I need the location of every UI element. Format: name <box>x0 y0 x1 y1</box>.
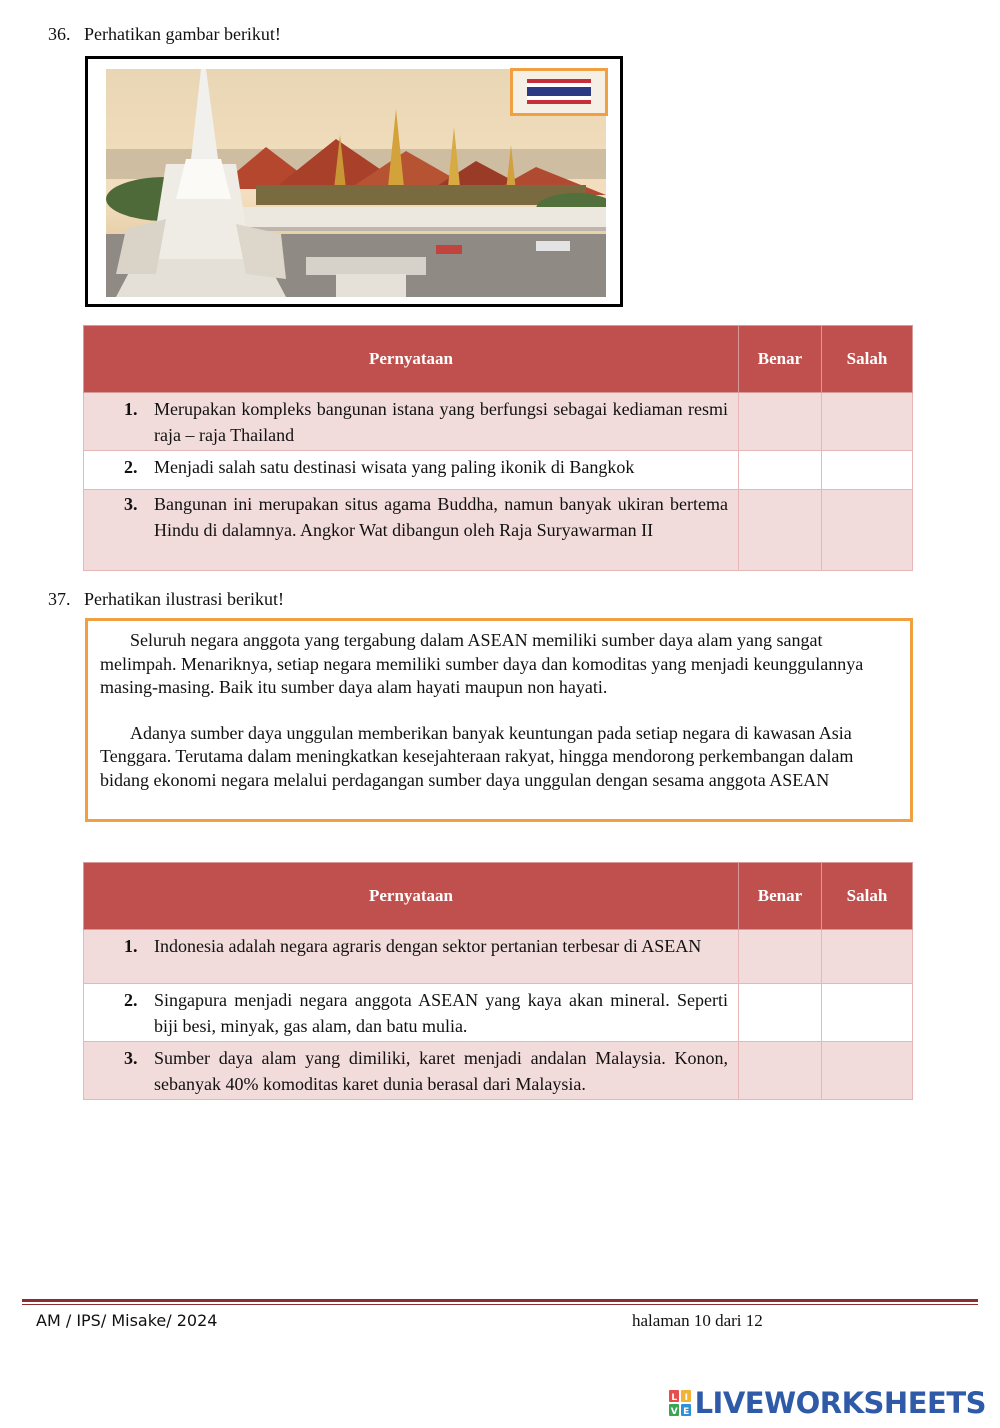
table-row <box>84 930 913 984</box>
statement-number: 1. <box>124 399 138 419</box>
question-text: Perhatikan gambar berikut! <box>84 24 281 44</box>
benar-answer-cell[interactable] <box>739 1042 822 1100</box>
statement-cell <box>84 930 739 984</box>
table-row <box>84 490 913 571</box>
illustration-text-box <box>85 618 913 822</box>
header-pernyataan: Pernyataan <box>84 326 739 393</box>
footer-page-number: halaman 10 dari 12 <box>632 1311 763 1330</box>
liveworksheets-logo-icon <box>669 1390 691 1416</box>
question-number: 37. <box>48 589 71 609</box>
salah-answer-cell[interactable] <box>822 1042 913 1100</box>
header-pernyataan: Pernyataan <box>84 863 739 930</box>
paragraph-text: Adanya sumber daya unggulan memberikan banyak keuntungan pada setiap negara di kawasan Asia Tenggara. Terutama dalam meningkatkan kesejahteraan rakyat, hingga mendorong perkembangan dalam bidang ekonomi negara melalui perdagangan sumber daya unggulan dengan sesama anggota ASEAN <box>100 722 854 790</box>
svg-text:V: V <box>670 1407 677 1416</box>
salah-answer-cell[interactable] <box>822 393 913 451</box>
statement-cell <box>84 393 739 451</box>
statement-number: 2. <box>124 457 138 477</box>
statement-text: Menjadi salah satu destinasi wisata yang paling ikonik di Bangkok <box>154 457 635 477</box>
benar-answer-cell[interactable] <box>739 930 822 984</box>
statement-number: 3. <box>124 494 138 514</box>
svg-text:L: L <box>670 1393 677 1403</box>
statement-text: Sumber daya alam yang dimiliki, karet menjadi andalan Malaysia. Konon, sebanyak 40% komoditas karet dunia berasal dari Malaysia. <box>154 1048 728 1094</box>
statement-cell <box>84 1042 739 1100</box>
question-text: Perhatikan ilustrasi berikut! <box>84 589 284 609</box>
salah-answer-cell[interactable] <box>822 984 913 1042</box>
header-benar: Benar <box>739 326 822 393</box>
table-row <box>84 984 913 1042</box>
benar-answer-cell[interactable] <box>739 393 822 451</box>
question-36-title <box>48 24 281 45</box>
header-salah: Salah <box>822 863 913 930</box>
statement-cell <box>84 451 739 490</box>
header-salah: Salah <box>822 326 913 393</box>
question-number: 36. <box>48 24 71 44</box>
table-row <box>84 393 913 451</box>
question-37-title <box>48 589 284 610</box>
statement-text: Indonesia adalah negara agraris dengan sektor pertanian terbesar di ASEAN <box>154 936 702 956</box>
table-row <box>84 1042 913 1100</box>
statement-number: 1. <box>124 936 138 956</box>
footer-rule-thin <box>22 1304 978 1305</box>
benar-answer-cell[interactable] <box>739 451 822 490</box>
svg-text:I: I <box>684 1393 688 1403</box>
illustration-paragraph <box>100 629 898 700</box>
statement-cell <box>84 984 739 1042</box>
grand-palace-photo-frame <box>85 56 623 307</box>
statement-number: 2. <box>124 990 138 1010</box>
statement-cell <box>84 490 739 571</box>
thailand-flag-icon <box>513 71 605 113</box>
paragraph-text: Seluruh negara anggota yang tergabung dalam ASEAN memiliki sumber daya alam yang sangat melimpah. Menariknya, setiap negara memiliki sumber daya dan komoditas yang menjadi keunggulannya masing-masing. Baik itu sumber daya alam hayati maupun non hayati. <box>100 630 864 697</box>
salah-answer-cell[interactable] <box>822 930 913 984</box>
statement-text: Merupakan kompleks bangunan istana yang berfungsi sebagai kediaman resmi raja – raja Thailand <box>154 399 728 445</box>
illustration-paragraph <box>100 722 898 793</box>
benar-answer-cell[interactable] <box>739 984 822 1042</box>
salah-answer-cell[interactable] <box>822 490 913 571</box>
statement-text: Bangunan ini merupakan situs agama Buddha, namun banyak ukiran bertema Hindu di dalamnya. Angkor Wat dibangun oleh Raja Suryawarman II <box>154 494 728 540</box>
table-header-row <box>84 326 913 393</box>
svg-text:E: E <box>682 1407 689 1416</box>
table-header-row <box>84 863 913 930</box>
benar-answer-cell[interactable] <box>739 490 822 571</box>
table-row <box>84 451 913 490</box>
footer-course-code: AM / IPS/ Misake/ 2024 <box>36 1311 218 1330</box>
header-benar: Benar <box>739 863 822 930</box>
liveworksheets-brand[interactable] <box>669 1386 986 1420</box>
thailand-flag-box <box>510 68 608 116</box>
statement-text: Singapura menjadi negara anggota ASEAN yang kaya akan mineral. Seperti biji besi, minyak, gas alam, dan batu mulia. <box>154 990 728 1036</box>
statement-number: 3. <box>124 1048 138 1068</box>
question-37-table <box>83 862 913 1100</box>
footer-rule <box>22 1299 978 1302</box>
question-36-table <box>83 325 913 571</box>
brand-name: LIVEWORKSHEETS <box>694 1386 986 1420</box>
salah-answer-cell[interactable] <box>822 451 913 490</box>
